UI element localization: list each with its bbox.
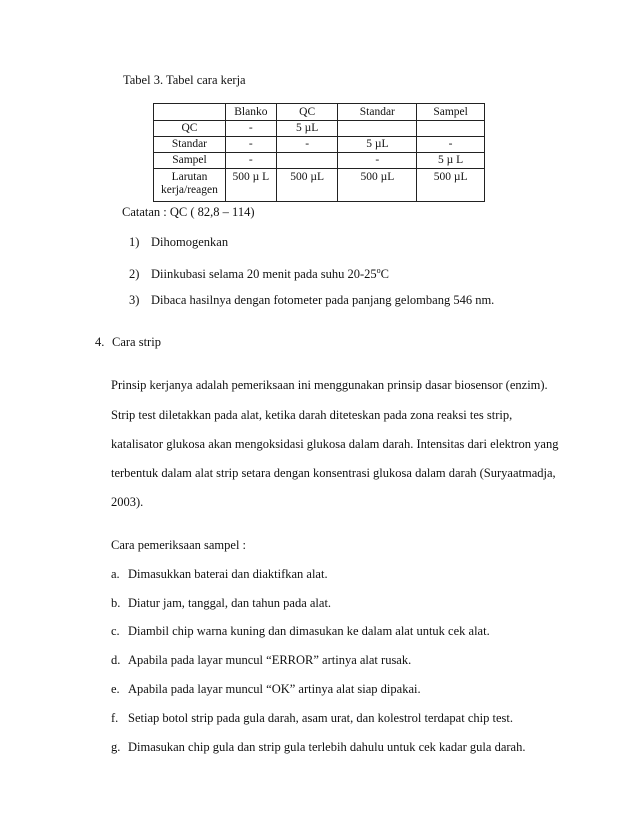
list-letter: f. xyxy=(111,711,119,725)
table-cell: - xyxy=(276,137,338,153)
step-text: Dihomogenkan xyxy=(151,235,229,249)
table-cell: 500 µL xyxy=(338,169,417,202)
list-item xyxy=(111,681,421,697)
list-letter: c. xyxy=(111,624,120,638)
table-cell: 500 µL xyxy=(417,169,485,202)
list-item xyxy=(111,739,525,755)
table-cell: 5 µ L xyxy=(417,153,485,169)
table-cell xyxy=(276,153,338,169)
table-row xyxy=(154,169,485,202)
step-text: Diinkubasi selama 20 menit pada suhu 20-25 xyxy=(151,267,377,281)
section-heading xyxy=(95,334,161,350)
table-caption: Tabel 3. Tabel cara kerja xyxy=(123,73,246,87)
table-cell xyxy=(338,121,417,137)
list-letter: d. xyxy=(111,653,121,667)
paragraph-line: Prinsip kerjanya adalah pemeriksaan ini menggunakan prinsip dasar biosensor (enzim). xyxy=(111,378,548,392)
table-header-cell: QC xyxy=(276,104,338,121)
list-item xyxy=(111,623,490,639)
table-row xyxy=(154,153,485,169)
table-cell: - xyxy=(417,137,485,153)
paragraph-line: katalisator glukosa akan mengoksidasi glukosa dalam darah. Intensitas dari elektron yang xyxy=(111,437,559,451)
table-cell: - xyxy=(225,153,276,169)
list-text: Apabila pada layar muncul “OK” artinya alat siap dipakai. xyxy=(128,682,421,696)
table-cell: 5 µL xyxy=(338,137,417,153)
table-cell: 5 µL xyxy=(276,121,338,137)
list-letter: b. xyxy=(111,596,121,610)
step-item xyxy=(129,263,389,282)
table-header-row xyxy=(154,104,485,121)
table-cell: - xyxy=(225,121,276,137)
list-letter: e. xyxy=(111,682,120,696)
table-cell: QC xyxy=(154,121,226,137)
paragraph-line: 2003). xyxy=(111,495,144,509)
step-item xyxy=(129,234,228,250)
table-row xyxy=(154,121,485,137)
table-row xyxy=(154,137,485,153)
step-text-unit: C xyxy=(380,267,389,281)
work-procedure-table xyxy=(153,103,485,202)
list-item xyxy=(111,566,328,582)
paragraph-line: terbentuk dalam alat strip setara dengan konsentrasi glukosa dalam darah (Suryaatmadja, xyxy=(111,466,556,480)
list-text: Diatur jam, tanggal, dan tahun pada alat. xyxy=(128,596,332,610)
degree-superscript: o xyxy=(376,266,381,275)
table-note: Catatan : QC ( 82,8 – 114) xyxy=(122,205,255,219)
table-cell: - xyxy=(338,153,417,169)
list-letter: g. xyxy=(111,740,121,754)
table-cell: 500 µ L xyxy=(225,169,276,202)
list-item xyxy=(111,595,331,611)
paragraph-line: Strip test diletakkan pada alat, ketika darah diteteskan pada zona reaksi tes strip, xyxy=(111,408,513,422)
list-text: Dimasukkan baterai dan diaktifkan alat. xyxy=(128,567,328,581)
list-item xyxy=(111,710,513,726)
table-cell: Larutan kerja/reagen xyxy=(154,169,226,202)
table-cell: - xyxy=(225,137,276,153)
list-text: Dimasukan chip gula dan strip gula terlebih dahulu untuk cek kadar gula darah. xyxy=(128,740,526,754)
subheading: Cara pemeriksaan sampel : xyxy=(111,538,247,552)
table-header-cell: Sampel xyxy=(417,104,485,121)
table-header-cell: Blanko xyxy=(225,104,276,121)
list-text: Diambil chip warna kuning dan dimasukan ke dalam alat untuk cek alat. xyxy=(128,624,490,638)
step-number: 1) xyxy=(129,235,140,249)
step-number: 2) xyxy=(129,267,140,281)
list-letter: a. xyxy=(111,567,120,581)
table-cell: Sampel xyxy=(154,153,226,169)
list-item xyxy=(111,652,411,668)
list-text: Setiap botol strip pada gula darah, asam urat, dan kolestrol terdapat chip test. xyxy=(128,711,513,725)
section-title: Cara strip xyxy=(112,335,161,349)
table-cell: 500 µL xyxy=(276,169,338,202)
table-cell: Standar xyxy=(154,137,226,153)
section-number: 4. xyxy=(95,335,105,349)
step-number: 3) xyxy=(129,293,140,307)
table-header-cell xyxy=(154,104,226,121)
step-text: Dibaca hasilnya dengan fotometer pada panjang gelombang 546 nm. xyxy=(151,293,495,307)
table-cell xyxy=(417,121,485,137)
table-header-cell: Standar xyxy=(338,104,417,121)
step-item xyxy=(129,292,494,308)
list-text: Apabila pada layar muncul “ERROR” artinya alat rusak. xyxy=(128,653,412,667)
